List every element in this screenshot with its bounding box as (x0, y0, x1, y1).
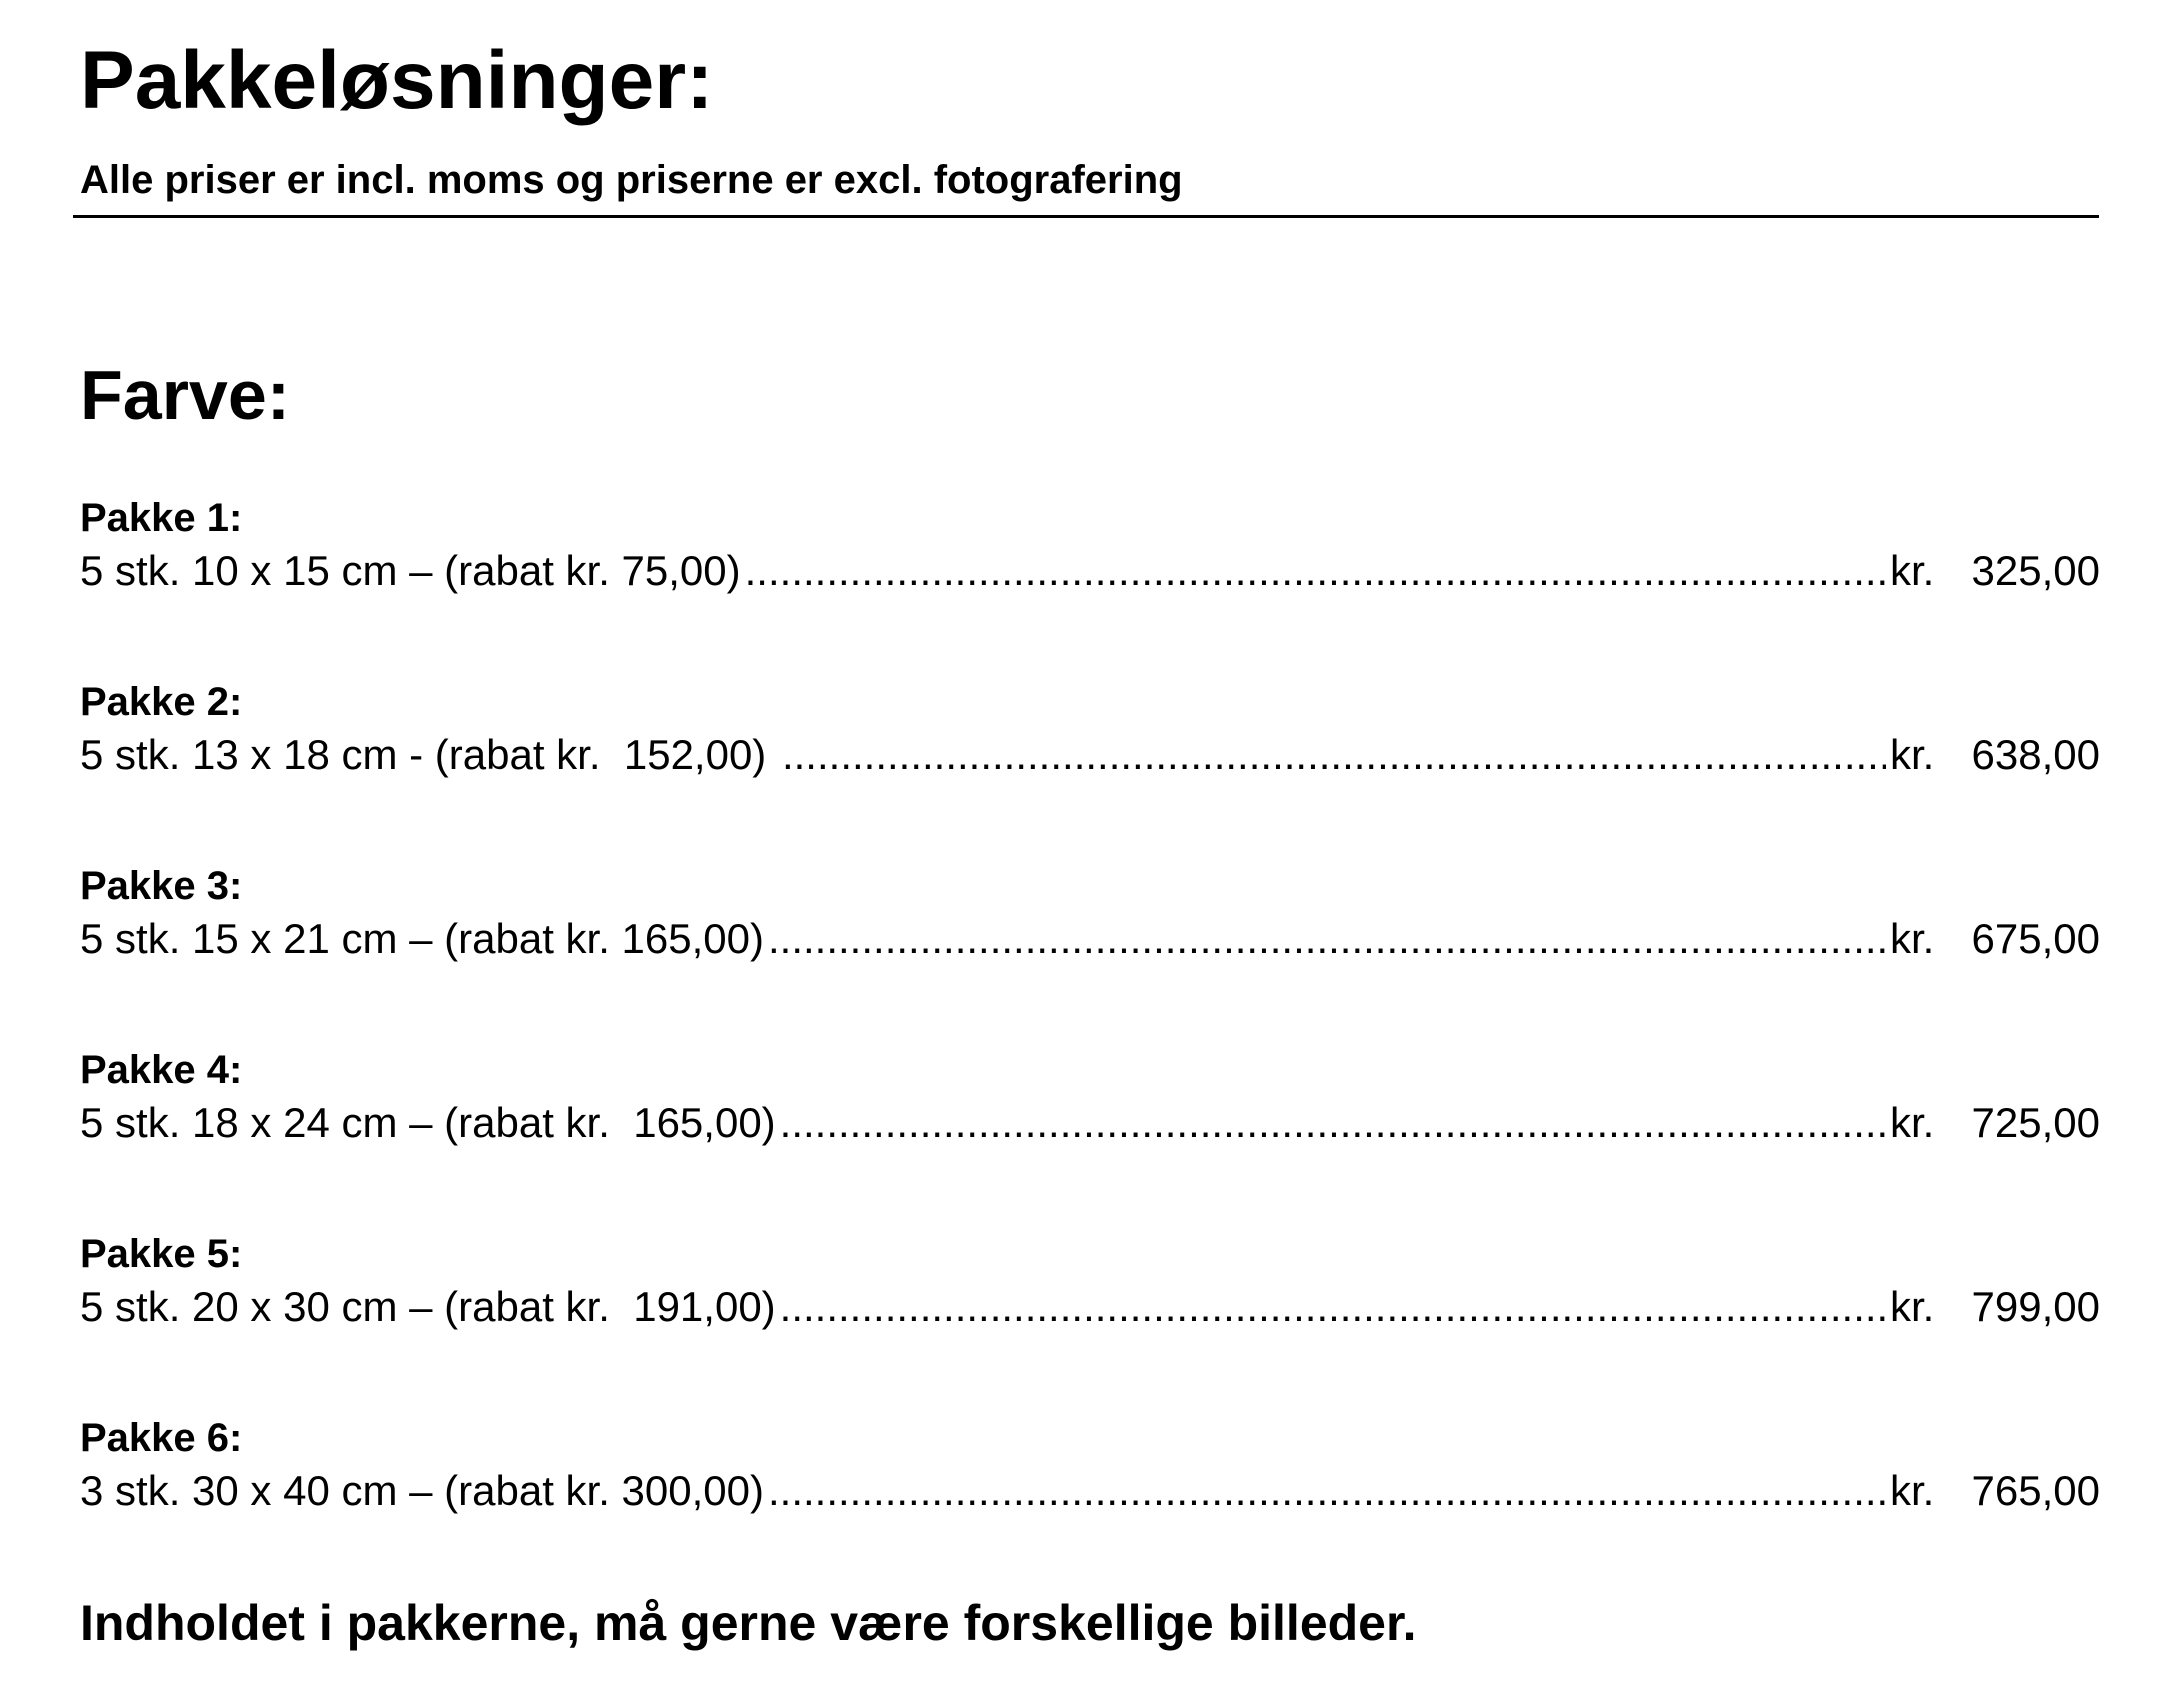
package-item (80, 679, 2100, 863)
package-name: Pakke 1: (80, 496, 243, 540)
package-name: Pakke 4: (80, 1048, 243, 1092)
dot-leader (780, 1277, 1886, 1337)
page-subtitle: Alle priser er incl. moms og priserne er excl. fotografering (80, 158, 1183, 202)
package-name: Pakke 6: (80, 1416, 243, 1460)
package-name: Pakke 2: (80, 680, 243, 724)
package-item (80, 495, 2100, 679)
package-name: Pakke 5: (80, 1232, 243, 1276)
package-currency: kr. (1890, 731, 1935, 778)
header-divider (73, 215, 2099, 218)
dot-leader (768, 909, 1886, 969)
package-line (80, 1461, 2100, 1521)
package-item (80, 863, 2100, 1047)
package-price: 799,00 (1971, 1283, 2100, 1330)
package-name: Pakke 3: (80, 864, 243, 908)
footer-note: Indholdet i pakkerne, må gerne være forskellige billeder. (80, 1595, 1417, 1651)
package-description: 5 stk. 20 x 30 cm – (rabat kr. 191,00) (80, 1283, 776, 1330)
package-description: 3 stk. 30 x 40 cm – (rabat kr. 300,00) (80, 1467, 764, 1514)
package-description: 5 stk. 13 x 18 cm - (rabat kr. 152,00) (80, 731, 778, 778)
package-currency: kr. (1890, 1283, 1935, 1330)
package-price: 638,00 (1971, 731, 2100, 778)
package-price: 725,00 (1971, 1099, 2100, 1146)
package-currency: kr. (1890, 915, 1935, 962)
package-line (80, 541, 2100, 601)
package-currency: kr. (1890, 1099, 1935, 1146)
package-item (80, 1231, 2100, 1415)
dot-leader (782, 725, 1886, 785)
package-line (80, 1277, 2100, 1337)
package-description: 5 stk. 18 x 24 cm – (rabat kr. 165,00) (80, 1099, 776, 1146)
package-price: 325,00 (1971, 547, 2100, 594)
package-price: 675,00 (1971, 915, 2100, 962)
package-item (80, 1047, 2100, 1231)
dot-leader (768, 1461, 1886, 1521)
package-description: 5 stk. 15 x 21 cm – (rabat kr. 165,00) (80, 915, 764, 962)
package-line (80, 1093, 2100, 1153)
page-title: Pakkeløsninger: (80, 35, 714, 126)
package-price: 765,00 (1971, 1467, 2100, 1514)
package-line (80, 909, 2100, 969)
package-list (80, 495, 2100, 1599)
section-title-farve: Farve: (80, 356, 291, 434)
package-currency: kr. (1890, 1467, 1935, 1514)
package-line (80, 725, 2100, 785)
package-item (80, 1415, 2100, 1599)
package-description: 5 stk. 10 x 15 cm – (rabat kr. 75,00) (80, 547, 741, 594)
dot-leader (745, 541, 1886, 601)
dot-leader (780, 1093, 1886, 1153)
package-currency: kr. (1890, 547, 1935, 594)
